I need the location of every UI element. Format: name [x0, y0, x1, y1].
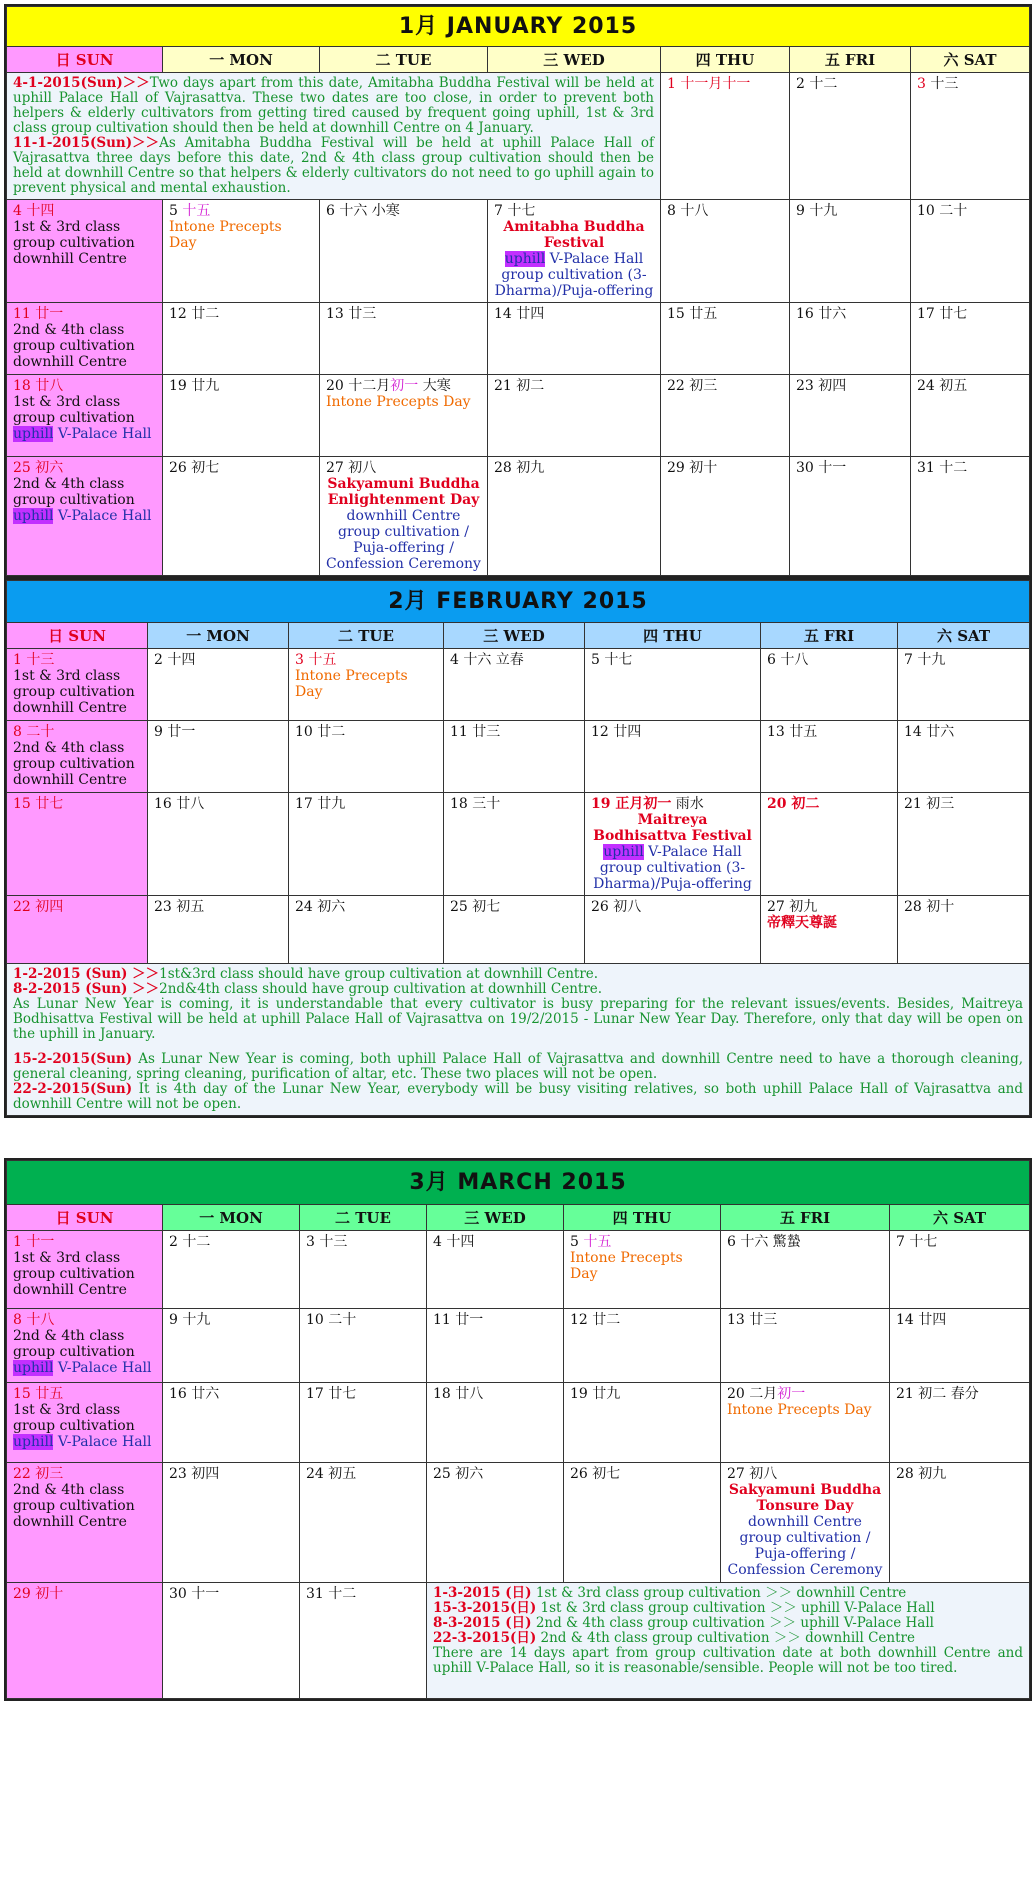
- day-cell: 15 廿五: [661, 303, 790, 375]
- day-cell: 9 十九: [790, 200, 911, 303]
- day-cell: 16 廿六: [163, 1383, 300, 1463]
- month-title: 1月 JANUARY 2015: [7, 7, 1030, 47]
- february-calendar: [4, 578, 1032, 1118]
- weekday-header: 日 SUN: [7, 1205, 163, 1231]
- sunday-cell: 1 十一 1st & 3rd class group cultivation downhill Centre: [7, 1231, 163, 1309]
- january-note: 4-1-2015(Sun)＞＞Two days apart from this date, Amitabha Buddha Festival will be held at uphill Palace Hall of Vajrasattva. These two dates are too close, in order to prevent both helpers & elderly cultivators from getting tired caused by frequent going uphill, 1st & 3rd class group cultivation should then be held at downhill Centre on 4 January. 11-1-2015(Sun)＞＞As Amitabha Buddha Festival will be held at uphill Palace Hall of Vajrasattva three days before this date, 2nd & 4th class group cultivation should then be held at downhill Centre so that helpers & elderly cultivators do not need to go uphill again to prevent physical and mental exhaustion.: [7, 73, 661, 200]
- day-cell: 10 二十: [300, 1309, 427, 1383]
- day-cell: 13 廿三: [320, 303, 488, 375]
- weekday-header: 五 FRI: [790, 47, 911, 73]
- weekday-header: 一 MON: [148, 623, 289, 649]
- day-cell: 5 十七: [585, 649, 761, 721]
- sunday-cell: 8 十八 2nd & 4th class group cultivation uphill V-Palace Hall: [7, 1309, 163, 1383]
- weekday-header: 三 WED: [488, 47, 661, 73]
- day-cell: 16 廿八: [148, 793, 289, 896]
- weekday-header: 二 TUE: [289, 623, 444, 649]
- day-cell: 9 十九: [163, 1309, 300, 1383]
- weekday-header: 五 FRI: [761, 623, 898, 649]
- day-cell: 5 十五 Intone Precepts Day: [564, 1231, 721, 1309]
- day-cell: 27 初九 帝釋天尊誕: [761, 896, 898, 964]
- day-cell: 12 廿二: [564, 1309, 721, 1383]
- day-cell: 28 初九: [488, 457, 661, 576]
- sunday-cell: 11 廿一 2nd & 4th class group cultivation downhill Centre: [7, 303, 163, 375]
- sunday-cell: 1 十三 1st & 3rd class group cultivation downhill Centre: [7, 649, 148, 721]
- day-cell: 22 初三: [661, 375, 790, 457]
- sunday-cell: 29 初十: [7, 1583, 163, 1699]
- day-cell: 26 初七: [564, 1463, 721, 1583]
- day-cell: 25 初六: [427, 1463, 564, 1583]
- day-cell: 1 十一月十一: [661, 73, 790, 200]
- weekday-header: 三 WED: [444, 623, 585, 649]
- day-cell: 27 初八 Sakyamuni Buddha Tonsure Day downhill Centre group cultivation / Puja-offering / Confession Ceremony: [721, 1463, 890, 1583]
- day-cell: 28 初十: [898, 896, 1030, 964]
- day-cell: 2 十二: [790, 73, 911, 200]
- day-cell: 13 廿五: [761, 721, 898, 793]
- day-cell: 19 廿九: [163, 375, 320, 457]
- day-cell: 30 十一: [163, 1583, 300, 1699]
- day-cell: 17 廿九: [289, 793, 444, 896]
- day-cell: 26 初八: [585, 896, 761, 964]
- weekday-header: 日 SUN: [7, 623, 148, 649]
- day-cell: 12 廿四: [585, 721, 761, 793]
- day-cell: 20 十二月初一 大寒 Intone Precepts Day: [320, 375, 488, 457]
- sunday-cell: 25 初六 2nd & 4th class group cultivation uphill V-Palace Hall: [7, 457, 163, 576]
- sunday-cell: 18 廿八 1st & 3rd class group cultivation uphill V-Palace Hall: [7, 375, 163, 457]
- day-cell: 3 十三: [300, 1231, 427, 1309]
- sunday-cell: 22 初三 2nd & 4th class group cultivation downhill Centre: [7, 1463, 163, 1583]
- day-cell: 23 初五: [148, 896, 289, 964]
- day-cell: 4 十六 立春: [444, 649, 585, 721]
- day-cell: 13 廿三: [721, 1309, 890, 1383]
- day-cell: 24 初五: [300, 1463, 427, 1583]
- weekday-header: 二 TUE: [300, 1205, 427, 1231]
- day-cell: 4 十四: [427, 1231, 564, 1309]
- january-calendar: [4, 4, 1032, 578]
- day-cell: 7 十七: [890, 1231, 1030, 1309]
- weekday-header: 四 THU: [661, 47, 790, 73]
- day-cell: 26 初七: [163, 457, 320, 576]
- day-cell: 17 廿七: [911, 303, 1030, 375]
- day-cell: 14 廿六: [898, 721, 1030, 793]
- weekday-header: 五 FRI: [721, 1205, 890, 1231]
- day-cell: 7 十七 Amitabha Buddha Festival uphill V-Palace Hall group cultivation (3-Dharma)/Puja-offering: [488, 200, 661, 303]
- day-cell: 20 初二: [761, 793, 898, 896]
- day-cell: 5 十五 Intone Precepts Day: [163, 200, 320, 303]
- day-cell: 23 初四: [790, 375, 911, 457]
- sunday-cell: 4 十四 1st & 3rd class group cultivation downhill Centre: [7, 200, 163, 303]
- day-cell: 21 初二: [488, 375, 661, 457]
- day-cell: 3 十五 Intone Precepts Day: [289, 649, 444, 721]
- day-cell: 16 廿六: [790, 303, 911, 375]
- day-cell: 20 二月初一 Intone Precepts Day: [721, 1383, 890, 1463]
- day-cell: 10 廿二: [289, 721, 444, 793]
- day-cell: 2 十四: [148, 649, 289, 721]
- day-cell: 17 廿七: [300, 1383, 427, 1463]
- day-cell: 11 廿三: [444, 721, 585, 793]
- march-note: 1-3-2015 (日) 1st & 3rd class group cultivation ＞＞ downhill Centre 15-3-2015(日) 1st & 3rd class group cultivation ＞＞ uphill V-Palace Hall 8-3-2015 (日) 2nd & 4th class group cultivation ＞＞ uphill V-Palace Hall 22-3-2015(日) 2nd & 4th class group cultivation ＞＞ downhill Centre There are 14 days apart from group cultivation date at both downhill Centre and uphill V-Palace Hall, so it is reasonable/sensible. People will not be too tired.: [427, 1583, 1030, 1699]
- weekday-header: 日 SUN: [7, 47, 163, 73]
- sunday-cell: 22 初四: [7, 896, 148, 964]
- day-cell: 3 十三: [911, 73, 1030, 200]
- weekday-header: 三 WED: [427, 1205, 564, 1231]
- weekday-header: 六 SAT: [898, 623, 1030, 649]
- march-calendar: [4, 1158, 1032, 1701]
- day-cell: 21 初二 春分: [890, 1383, 1030, 1463]
- weekday-header: 一 MON: [163, 47, 320, 73]
- month-title: 2月 FEBRUARY 2015: [7, 581, 1030, 623]
- day-cell: 14 廿四: [890, 1309, 1030, 1383]
- day-cell: 27 初八 Sakyamuni Buddha Enlightenment Day downhill Centre group cultivation / Puja-offering / Confession Ceremony: [320, 457, 488, 576]
- day-cell: 19 正月初一 雨水 Maitreya Bodhisattva Festival uphill V-Palace Hall group cultivation (3-Dharma)/Puja-offering: [585, 793, 761, 896]
- day-cell: 11 廿一: [427, 1309, 564, 1383]
- weekday-header: 四 THU: [585, 623, 761, 649]
- day-cell: 31 十二: [911, 457, 1030, 576]
- day-cell: 30 十一: [790, 457, 911, 576]
- day-cell: 6 十六 驚蟄: [721, 1231, 890, 1309]
- day-cell: 14 廿四: [488, 303, 661, 375]
- day-cell: 9 廿一: [148, 721, 289, 793]
- day-cell: 28 初九: [890, 1463, 1030, 1583]
- day-cell: 24 初六: [289, 896, 444, 964]
- day-cell: 23 初四: [163, 1463, 300, 1583]
- day-cell: 18 廿八: [427, 1383, 564, 1463]
- sunday-cell: 15 廿七: [7, 793, 148, 896]
- day-cell: 12 廿二: [163, 303, 320, 375]
- weekday-header: 六 SAT: [890, 1205, 1030, 1231]
- sunday-cell: 15 廿五 1st & 3rd class group cultivation uphill V-Palace Hall: [7, 1383, 163, 1463]
- weekday-header: 二 TUE: [320, 47, 488, 73]
- day-cell: 25 初七: [444, 896, 585, 964]
- day-cell: 6 十八: [761, 649, 898, 721]
- sunday-cell: 8 二十 2nd & 4th class group cultivation downhill Centre: [7, 721, 148, 793]
- day-cell: 2 十二: [163, 1231, 300, 1309]
- day-cell: 19 廿九: [564, 1383, 721, 1463]
- day-cell: 31 十二: [300, 1583, 427, 1699]
- day-cell: 8 十八: [661, 200, 790, 303]
- weekday-header: 四 THU: [564, 1205, 721, 1231]
- weekday-header: 六 SAT: [911, 47, 1030, 73]
- day-cell: 18 三十: [444, 793, 585, 896]
- day-cell: 29 初十: [661, 457, 790, 576]
- month-title: 3月 MARCH 2015: [7, 1161, 1030, 1205]
- day-cell: 10 二十: [911, 200, 1030, 303]
- day-cell: 21 初三: [898, 793, 1030, 896]
- february-note: 1-2-2015 (Sun) ＞＞1st&3rd class should have group cultivation at downhill Centre. 8-2-2015 (Sun) ＞＞2nd&4th class should have group cultivation at downhill Centre. As Lunar New Year is coming, it is understandable that every cultivator is busy preparing for the relevant issues/events. Besides, Maitreya Bodhisattva Festival will be held at uphill Palace Hall of Vajrasattva on 19/2/2015 - Lunar New Year Day. Therefore, only that day will be open on the uphill in January. 15-2-2015(Sun) As Lunar New Year is coming, both uphill Palace Hall of Vajrasattva and downhill Centre need to have a thorough cleaning, general cleaning, spring cleaning, purification of altar, etc. These two places will not be open. 22-2-2015(Sun) It is 4th day of the Lunar New Year, everybody will be busy visiting relatives, so both uphill Palace Hall of Vajrasattva and downhill Centre will not be open.: [7, 964, 1030, 1116]
- day-cell: 7 十九: [898, 649, 1030, 721]
- day-cell: 6 十六 小寒: [320, 200, 488, 303]
- day-cell: 24 初五: [911, 375, 1030, 457]
- weekday-header: 一 MON: [163, 1205, 300, 1231]
